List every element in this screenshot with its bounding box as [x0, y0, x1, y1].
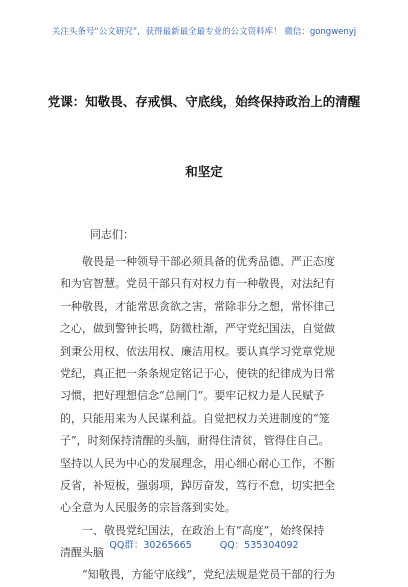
document-title-line-1: 党课：知敬畏、存戒惧、守底线，始终保持政治上的清醒 — [47, 94, 361, 109]
greeting: 同志们： — [90, 228, 134, 241]
section-heading-line: 一、敬畏党纪国法，在政治上有“高度”，始终保持 — [60, 523, 325, 537]
body-line: 习惯，把好理想信念“总闸门”。要牢记权力是人民赋予 — [60, 389, 325, 403]
document-title-line-2: 和坚定 — [185, 164, 223, 179]
body-line: 子”，时刻保持清醒的头脑，耐得住清贫，管得住自己。 — [60, 434, 330, 448]
body-line: 敬畏是一种领导干部必须具备的优秀品德、严正态度 — [60, 255, 335, 268]
body-line: 一种敬畏，才能常思贪欲之害，常除非分之想，常怀律己 — [60, 299, 335, 313]
body-line: 坚持以人民为中心的发展理念，用心细心耐心工作，不断 — [60, 456, 335, 470]
body-line: 之心，做到警钟长鸣，防微杜渐，严守党纪国法，自觉做 — [60, 322, 335, 336]
body-line: 反省，补短板，强弱项，踔厉奋发，笃行不怠，切实把全 — [60, 478, 335, 492]
contact-footer — [0, 537, 408, 551]
qq-contact-text: QQ：535304092 — [219, 540, 299, 551]
qq-group-text: QQ群：30265665 — [109, 540, 192, 551]
body-line: 的，只能用来为人民谋利益。自觉把权力关进制度的“笼 — [60, 411, 330, 425]
body-line: 心全意为人民服务的宗旨落到实处。 — [60, 501, 236, 515]
section-heading-line: 清醒头脑 — [60, 546, 104, 560]
promo-header: 关注头条号“公文研究”，获得最新最全最专业的公文资料库！ 微信：gongwenyj — [51, 27, 357, 37]
body-line: 党纪，真正把一条条规定铭记于心，使铁的纪律成为日常 — [60, 366, 335, 380]
body-line: 到秉公用权、依法用权、廉洁用权。要认真学习党章党规 — [60, 344, 335, 358]
body-line: 和为官智慧。党员干部只有对权力有一种敬畏，对法纪有 — [60, 277, 335, 291]
body-line: “知敬畏，方能守底线”，党纪法规是党员干部的行为 — [60, 568, 336, 582]
